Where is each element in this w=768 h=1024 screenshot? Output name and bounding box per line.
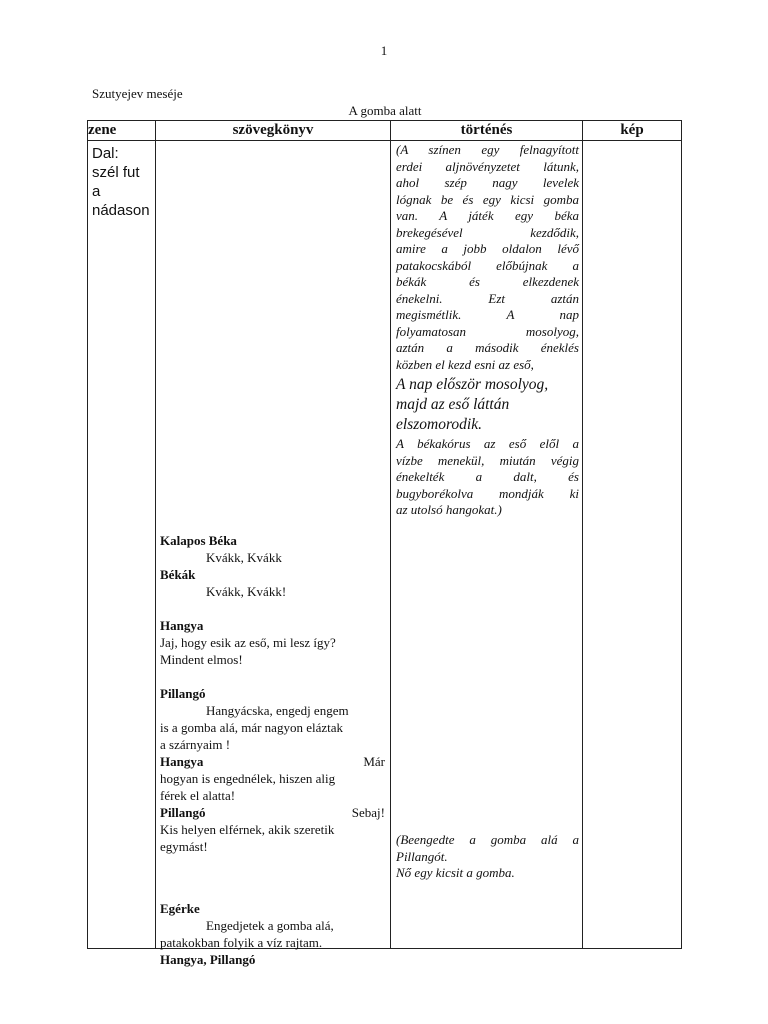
- dialogue-line: Kis helyen elférnek, akik szeretik: [160, 822, 335, 837]
- speaker-name: Hangya: [160, 952, 204, 967]
- kep-cell: [583, 141, 682, 949]
- dialogue-word: Már: [363, 754, 385, 769]
- zene-line: Dal:: [92, 145, 119, 162]
- speaker-line: [160, 804, 385, 821]
- stage-line: van. A játék egy béka: [396, 208, 579, 223]
- stage-line: lógnak be és egy kicsi gomba: [396, 191, 579, 207]
- stage-line: énekelték a dalt, és: [396, 469, 579, 484]
- stage-line: ahol szép nagy levelek: [396, 175, 579, 190]
- stage-line: bugyborékolva mondják ki: [396, 485, 579, 501]
- dialogue-block-hangya: [160, 617, 385, 668]
- stage-direction-sun: [396, 375, 579, 435]
- speaker-name: Békák: [160, 567, 196, 582]
- speaker-name: Hangya: [160, 754, 204, 769]
- szovegkonyv-cell: [156, 141, 391, 967]
- zene-line: a: [92, 183, 101, 200]
- dialogue-word: Sebaj!: [351, 805, 385, 820]
- stage-line: folyamatosan mosolyog,: [396, 323, 579, 339]
- speaker-name: Pillangó: [160, 686, 206, 701]
- script-table: [87, 120, 682, 967]
- dialogue-block-pillango-hangya: [160, 685, 385, 855]
- stage-line: Pillangót.: [396, 848, 448, 864]
- zene-line: nádason: [92, 202, 150, 219]
- stage-line: majd az eső láttán: [396, 396, 510, 413]
- dialogue-line: patakokban folyik a víz rajtam.: [160, 935, 323, 950]
- dialogue-line: Kvákk, Kvákk: [206, 550, 282, 565]
- stage-line: brekegésével kezdődik,: [396, 224, 579, 240]
- stage-line: vízbe menekül, miután végig: [396, 452, 579, 468]
- dialogue-line: Mindent elmos!: [160, 652, 243, 667]
- story-subtitle: Szutyejev meséje: [92, 86, 183, 101]
- stage-line: megismétlik. A nap: [396, 307, 579, 322]
- stage-line: A nap először mosolyog,: [396, 376, 549, 393]
- stage-line: aztán a második éneklés: [396, 340, 579, 355]
- dialogue-line: a szárnyaim !: [160, 737, 231, 752]
- stage-line: békák és elkezdenek: [396, 274, 579, 289]
- stage-direction-intro: [396, 142, 579, 373]
- column-header-szovegkonyv: szövegkönyv: [156, 121, 391, 141]
- speaker-name: Kalapos Béka: [160, 533, 237, 548]
- dialogue-block-frogs: [160, 532, 385, 600]
- speaker-name: Hangya: [160, 618, 204, 633]
- dialogue-line: Engedjetek a gomba alá,: [206, 918, 334, 933]
- stage-line: közben el kezd esni az eső,: [396, 356, 534, 372]
- page-number: 1: [380, 43, 388, 58]
- speaker-line: [160, 951, 385, 968]
- column-header-zene: zene: [88, 121, 156, 141]
- zene-line: szél fut: [92, 164, 140, 181]
- stage-line: erdei aljnövényzetet látunk,: [396, 158, 579, 174]
- speaker-line: [160, 753, 385, 770]
- stage-line: A békakórus az eső elől a: [396, 436, 579, 451]
- speaker-name: Egérke: [160, 901, 200, 916]
- column-header-kep: kép: [583, 121, 682, 141]
- speaker-name: Pillangó: [160, 805, 206, 820]
- stage-direction-mushroom: [396, 832, 579, 882]
- stage-line: énekelni. Ezt aztán: [396, 290, 579, 306]
- stage-line: amire a jobb oldalon lévő: [396, 241, 579, 256]
- dialogue-block-egerke: [160, 900, 385, 968]
- dialogue-line: hogyan is engednélek, hiszen alig: [160, 771, 336, 786]
- stage-line: (Beengedte a gomba alá a: [396, 832, 579, 847]
- scene-title: A gomba alatt: [348, 103, 422, 118]
- tortenes-cell: [391, 141, 583, 949]
- stage-line: Nő egy kicsit a gomba.: [396, 865, 515, 880]
- dialogue-line: egymást!: [160, 839, 208, 854]
- dialogue-line: Hangyácska, engedj engem: [206, 703, 349, 718]
- column-header-tortenes: történés: [391, 121, 583, 141]
- dialogue-line: férek el alatta!: [160, 788, 236, 803]
- dialogue-line: Kvákk, Kvákk!: [206, 584, 287, 599]
- zene-cell: [88, 141, 156, 949]
- dialogue-line: is a gomba alá, már nagyon eláztak: [160, 720, 344, 735]
- dialogue-line: Jaj, hogy esik az eső, mi lesz így?: [160, 635, 336, 650]
- stage-line: patakocskából előbújnak a: [396, 257, 579, 273]
- stage-direction-frog-chorus: [396, 436, 579, 519]
- stage-line: (A színen egy felnagyított: [396, 142, 579, 157]
- speaker-name: Pillangó: [209, 952, 256, 967]
- speaker-separator: ,: [203, 952, 210, 967]
- stage-line: az utolsó hangokat.): [396, 502, 502, 517]
- stage-line: elszomorodik.: [396, 416, 482, 433]
